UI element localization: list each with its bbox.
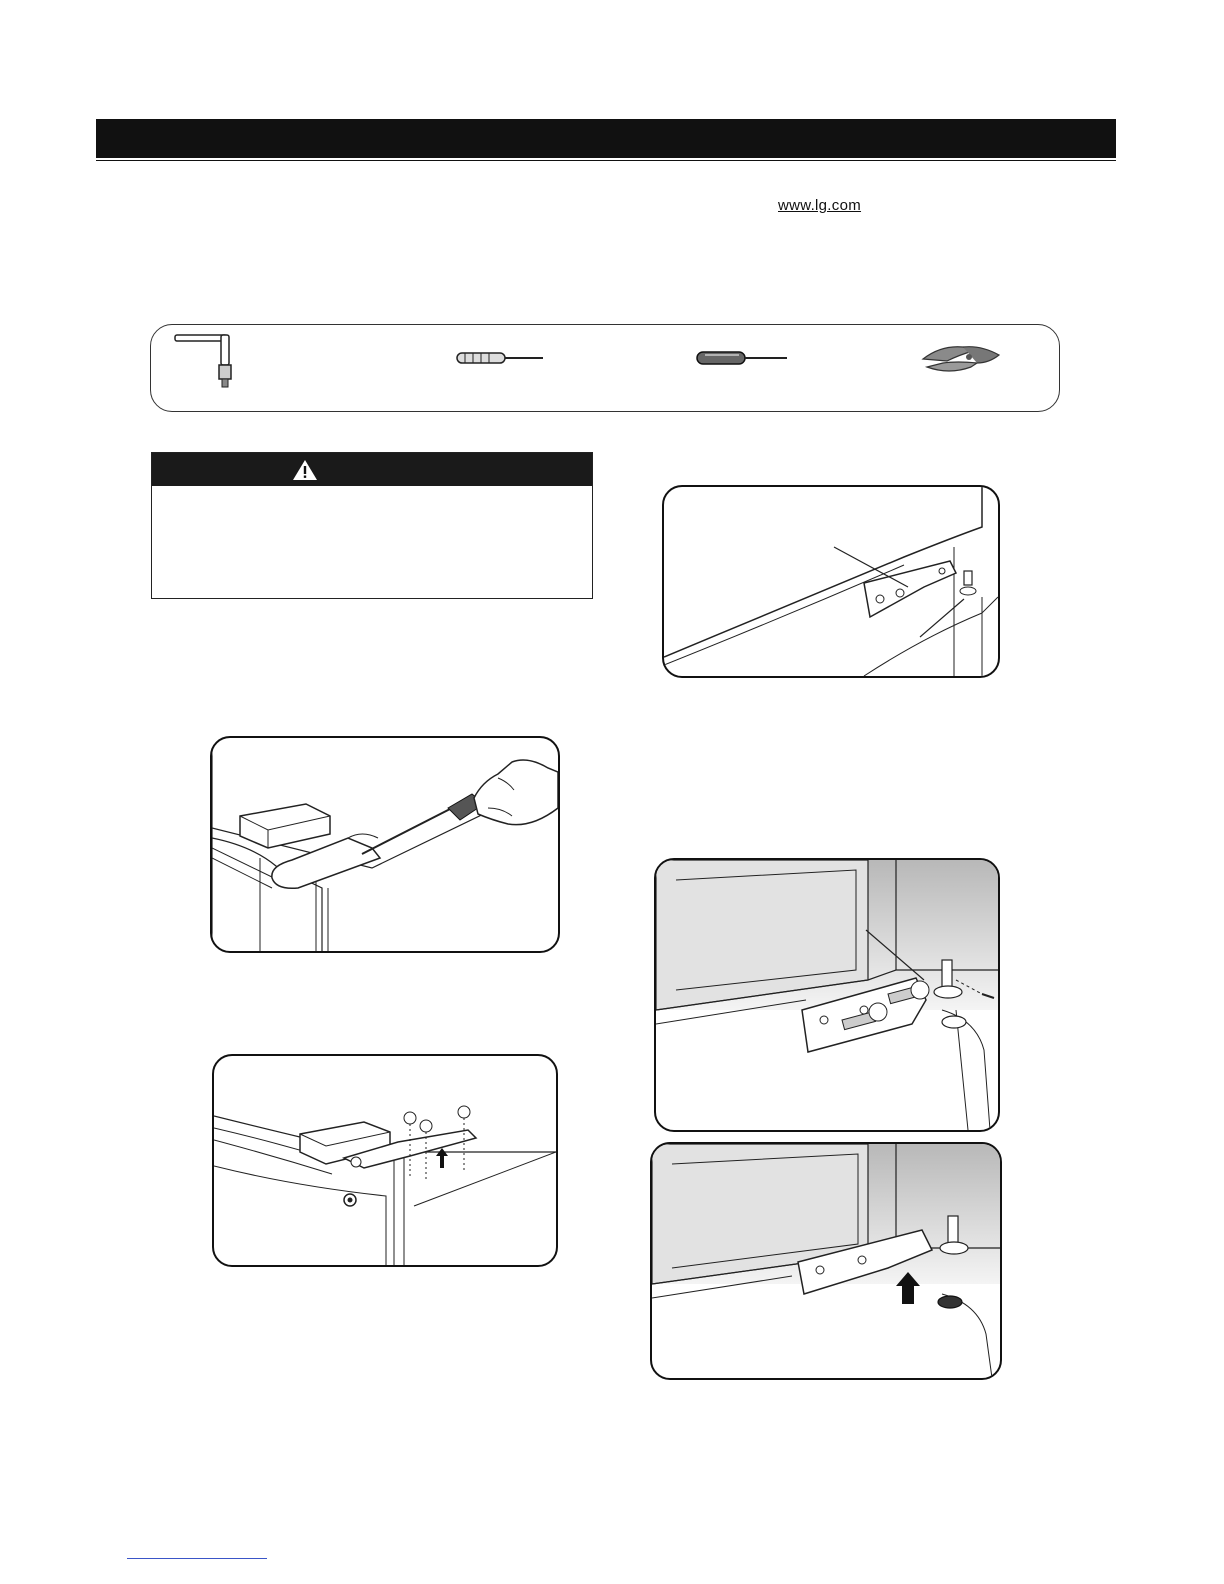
section-header-bar: [96, 119, 1116, 158]
lg-website-link[interactable]: www.lg.com: [778, 197, 862, 214]
footer-link-underline: [127, 1558, 267, 1559]
fig-hinge-reinstall: [650, 1142, 1002, 1380]
fig-hinge-bolts: [654, 858, 1000, 1132]
fig-hinge-cover-removal: [210, 736, 560, 953]
fig-top-hinge-screws: [212, 1054, 558, 1267]
flat-screwdriver-icon: [697, 352, 787, 364]
warning-triangle-icon: [292, 459, 318, 481]
lower-hinge-illustration: [664, 487, 998, 676]
tools-needed-panel: [150, 324, 1060, 412]
pliers-icon: [923, 347, 999, 371]
phillips-screwdriver-icon: [457, 353, 543, 363]
fig-lower-hinge-bracket: [662, 485, 1000, 678]
tools-illustrations: [151, 325, 1058, 410]
hinge-screws-illustration: [214, 1056, 556, 1265]
warning-header: [152, 453, 592, 486]
warning-box: [151, 452, 593, 599]
socket-wrench-icon: [175, 335, 231, 387]
screwdriver-hand-illustration: [212, 738, 558, 951]
hinge-bolts-illustration: [656, 860, 998, 1130]
hinge-arrow-illustration: [652, 1144, 1000, 1378]
